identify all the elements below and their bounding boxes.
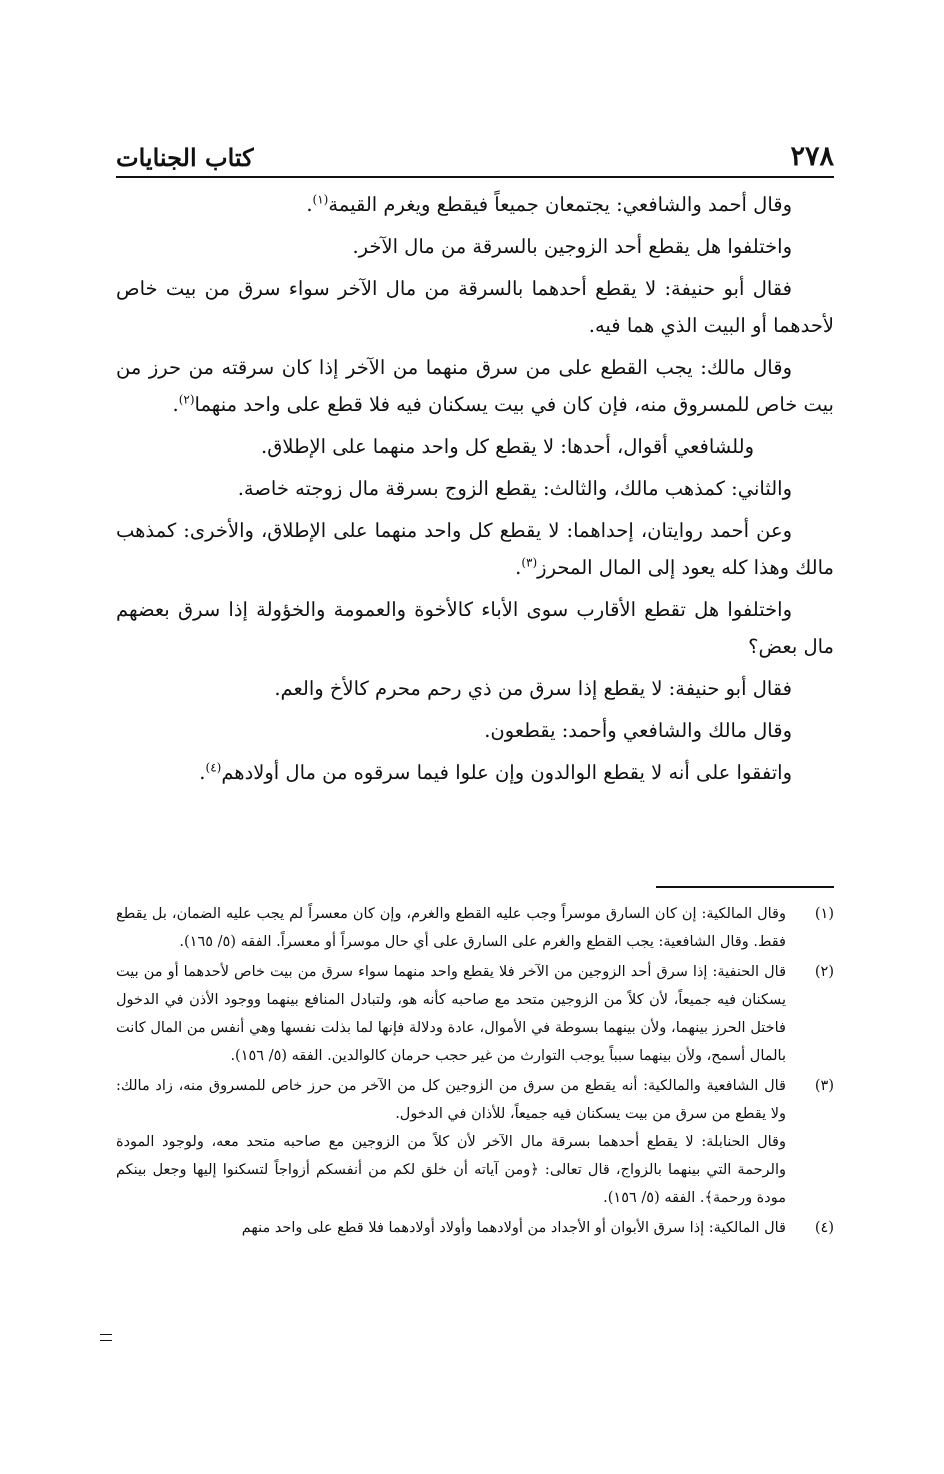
footnote-text: قال الشافعية والمالكية: أنه يقطع من سرق من الزوجين كل من الآخر من حرز خاص للمسروق منه، زاد مالك: ولا يقطع من سرق من بيت يسكنان فيه جميعاً، للأذان في الدخول. [116,1078,786,1122]
footnote-body [116,1214,786,1242]
paragraph-text: وقال مالك: يجب القطع على من سرق منهما من الآخر إذا كان سرقته من حرز من بيت خاص للمسروق منه، فإن كان في بيت يسكنان فيه فلا قطع على واحد منهما [116,356,834,416]
footnote-body [116,958,786,1070]
body-paragraph [116,754,834,791]
footnote-text: قال المالكية: إذا سرق الأبوان أو الأجداد من أولادهما وأولاد أولادهما فلا قطع على واحد منهم [241,1220,786,1236]
paragraph-end: . [172,393,179,416]
body-paragraph [116,670,834,707]
body-paragraph [116,512,834,586]
running-title: كتاب الجنايات [116,143,254,172]
paragraph-text: واتفقوا على أنه لا يقطع الوالدون وإن علوا فيما سرقوه من مال أولادهم [221,761,792,784]
footnote-text: وقال الحنابلة: لا يقطع أحدهما بسرقة مال الآخر لأن كلاً من الزوجين مع صاحبه متحد معه، ولوجود المودة والرحمة التي بينهما بالزواج، قال تعالى: ﴿ومن آياته أن خلق لكم من أنفسكم أزواجاً لتسكنوا إليها وجعل بينكم مودة ورحمة﴾. الفقه (٥/ ١٥٦). [116,1134,786,1206]
footnote-body [116,1072,786,1212]
paragraph-text: وعن أحمد روايتان، إحداهما: لا يقطع كل واحد منهما على الإطلاق، والأخرى: كمذهب مالك وهذا كله يعود إلى المال المحرز [116,519,834,579]
paragraph-text: وقال أحمد والشافعي: يجتمعان جميعاً فيقطع ويغرم القيمة [328,193,792,216]
paragraph-text: وقال مالك والشافعي وأحمد: يقطعون. [484,719,792,742]
body-paragraph [116,428,834,465]
main-text [116,186,834,796]
footnote-separator [656,886,834,888]
body-paragraph [116,349,834,423]
footnotes [116,900,834,1244]
footnote [116,1214,834,1242]
page-number: ٢٧٨ [790,141,834,172]
page-header [116,140,834,178]
footnote-text: قال الحنفية: إذا سرق أحد الزوجين من الآخر فلا يقطع واحد منهما سواء سرق من بيت خاص لأحدهما أو من بيت يسكنان فيه جميعاً، لأن كلاً من الزوجين متحد مع صاحبه كأنه هو، ولتبادل المنافع بينهما ووجود الأذن في الدخول فاختل الحرز بينهما، ولأن بينهما بسوطة في الأموال، عادة ودلالة فإنها لما بذلت نفسها وهي أنفس من المال كانت بالمال أسمح، ولأن بينهما سبباً يوجب التوارث من غير حجب حرمان كالوالدين. الفقه (٥/ ١٥٦). [116,964,786,1064]
continuation-mark [100,1334,112,1341]
footnote-marker: (٢) [178,392,195,407]
paragraph-text: واختلفوا هل يقطع أحد الزوجين بالسرقة من مال الآخر. [352,235,792,258]
footnote-marker: (١) [312,192,329,207]
paragraph-end: . [306,193,313,216]
footnote-number: (٣) [814,1078,834,1094]
paragraph-end: . [199,761,206,784]
body-paragraph [116,470,834,507]
footnote-number: (٢) [814,964,834,980]
footnote [116,900,834,956]
paragraph-text: وللشافعي أقوال، أحدها: لا يقطع كل واحد منهما على الإطلاق. [261,435,754,458]
footnote-text: وقال المالكية: إن كان السارق موسراً وجب عليه القطع والغرم، وإن كان معسراً لم يجب عليه الضمان، بل يقطع فقط. وقال الشافعية: يجب القطع والغرم على السارق على أي حال موسراً أو معسراً. الفقه (٥/ ١٦٥). [116,906,786,950]
body-paragraph [116,712,834,749]
footnote-number: (٤) [814,1220,834,1236]
footnote-body [116,900,786,956]
body-paragraph [116,270,834,344]
footnote [116,958,834,1070]
paragraph-text: فقال أبو حنيفة: لا يقطع إذا سرق من ذي رحم محرم كالأخ والعم. [274,677,792,700]
footnote [116,1072,834,1212]
paragraph-text: والثاني: كمذهب مالك، والثالث: يقطع الزوج بسرقة مال زوجته خاصة. [237,477,792,500]
paragraph-text: واختلفوا هل تقطع الأقارب سوى الأباء كالأخوة والعمومة والخؤولة إذا سرق بعضهم مال بعض؟ [116,598,834,658]
body-paragraph [116,591,834,665]
body-paragraph [116,186,834,223]
body-paragraph [116,228,834,265]
paragraph-text: فقال أبو حنيفة: لا يقطع أحدهما بالسرقة من مال الآخر سواء سرق من بيت خاص لأحدهما أو البيت الذي هما فيه. [116,277,834,337]
footnote-number: (١) [814,906,834,922]
paragraph-end: . [515,556,522,579]
footnote-marker: (٣) [521,555,538,570]
footnote-marker: (٤) [205,760,222,775]
